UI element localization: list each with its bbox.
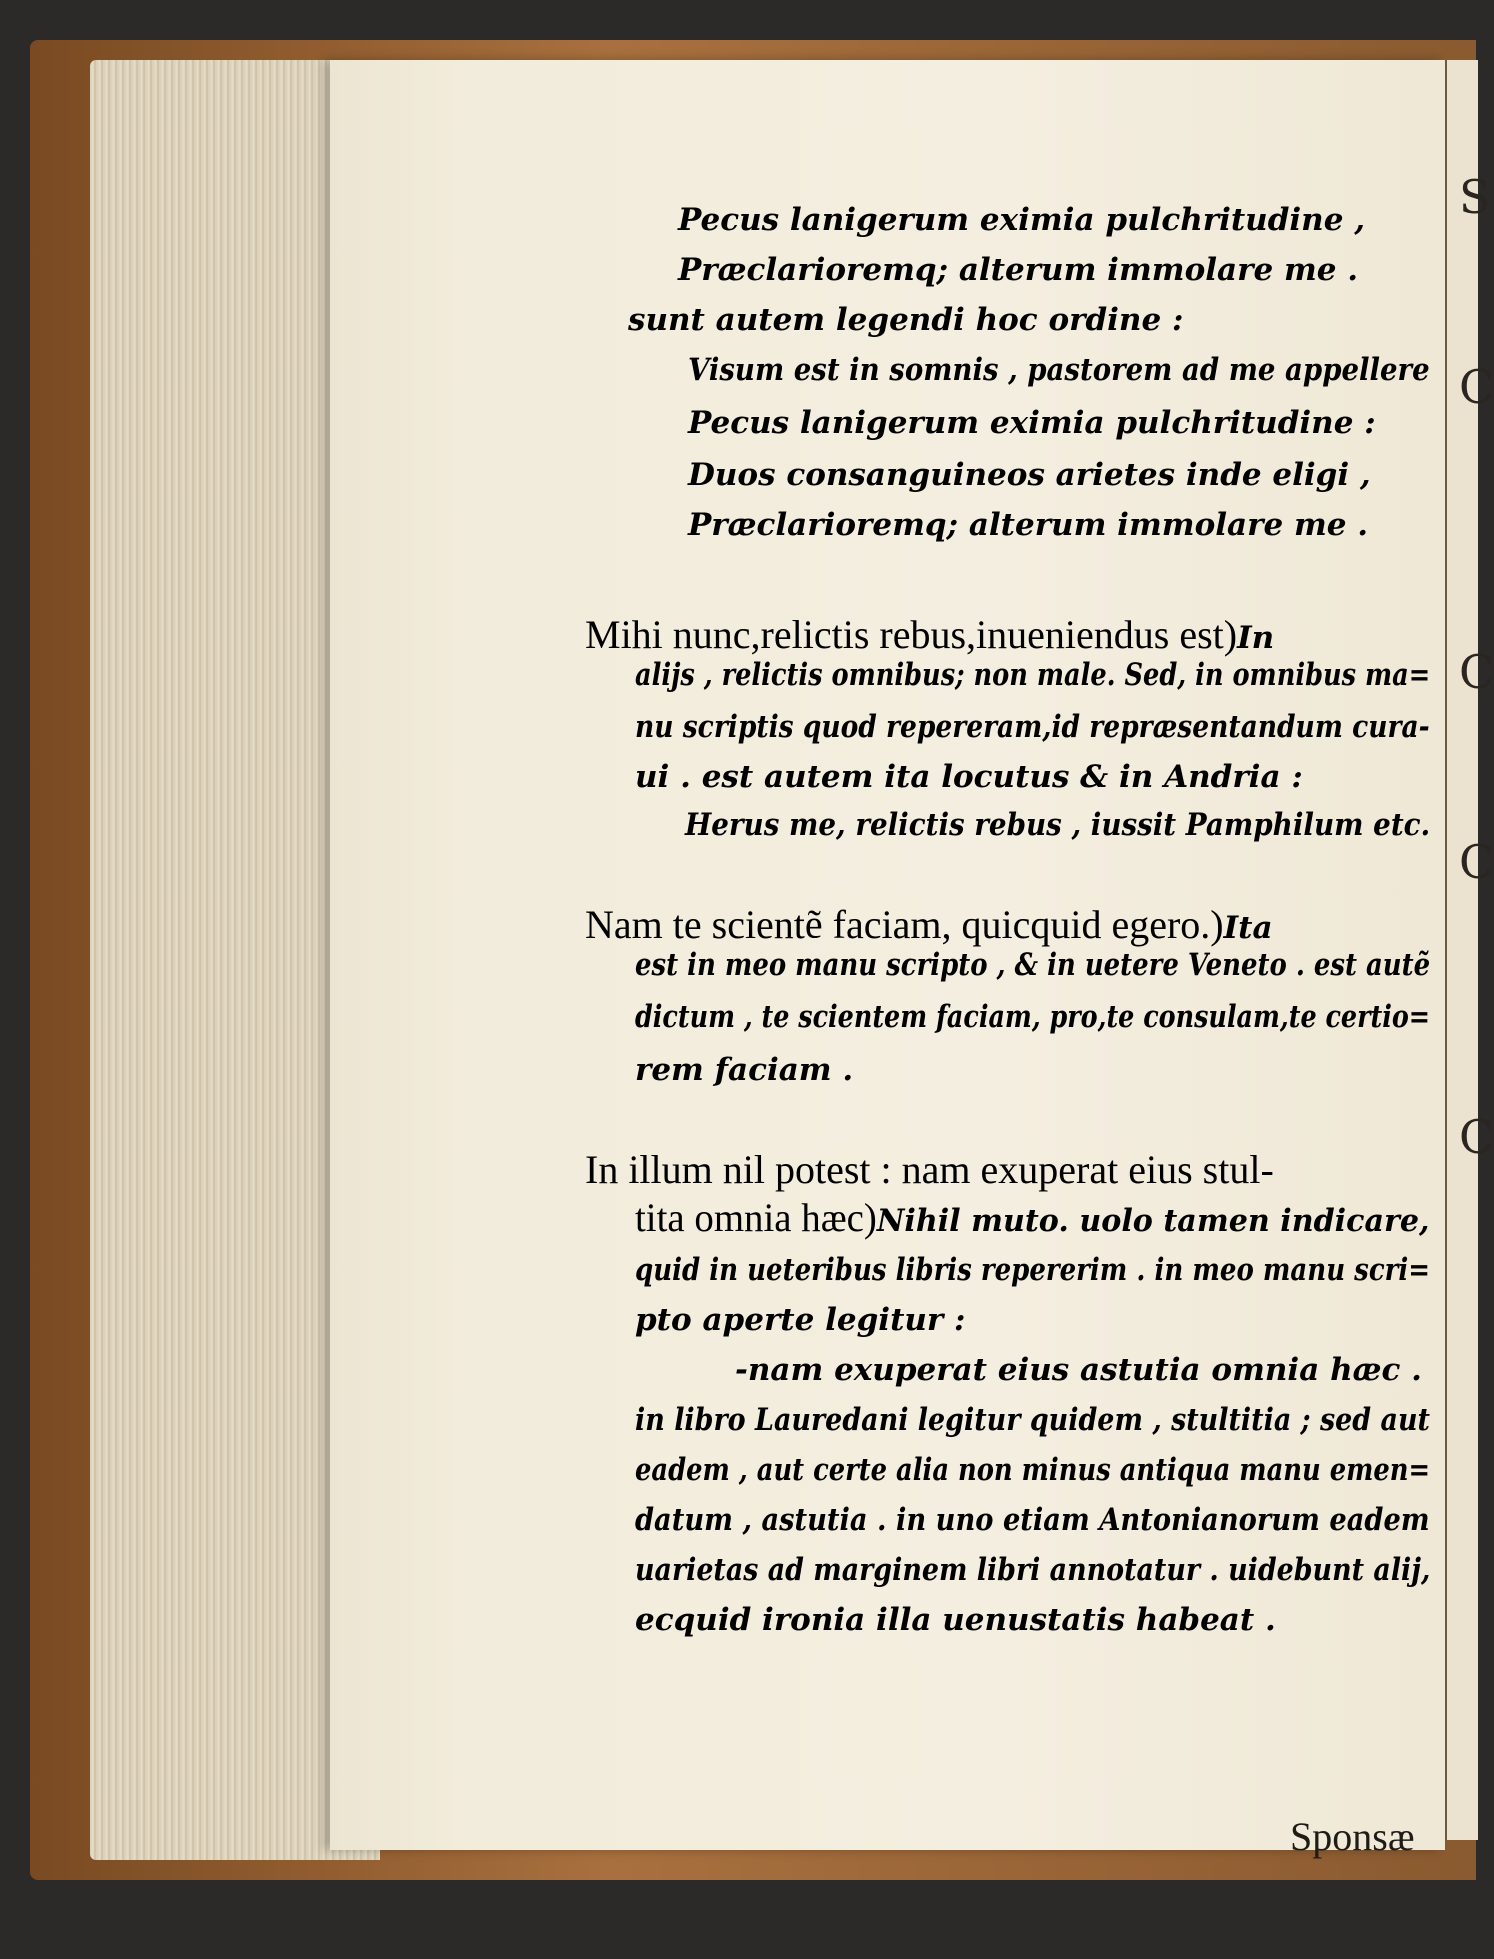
- lemma-line: [585, 902, 1273, 947]
- lemma: Mihi nunc,relictis rebus,inueniendus est): [585, 612, 1238, 657]
- adjacent-letter: C: [1459, 360, 1494, 414]
- catchword: Sponsæ: [1290, 1814, 1415, 1859]
- adjacent-letter: C: [1459, 1110, 1494, 1164]
- adjacent-letter: C: [1459, 835, 1494, 889]
- comment-line: rem faciam .: [635, 1052, 854, 1088]
- comment-line: est in meo manu scripto , & in uetere Veneto . est autẽ: [635, 947, 1431, 983]
- lemma: tita omnia hæc): [635, 1195, 877, 1240]
- lemma-line: In illum nil potest : nam exuperat eius stul-: [585, 1147, 1274, 1192]
- text-line: sunt autem legendi hoc ordine :: [628, 302, 1184, 338]
- quote-line: -nam exuperat eius astutia omnia hæc .: [735, 1352, 1422, 1388]
- comment-line: Herus me, relictis rebus , iussit Pamphilum etc.: [685, 807, 1431, 843]
- comment-line: uarietas ad marginem libri annotatur . uidebunt alij,: [635, 1552, 1431, 1588]
- adjacent-letter: C: [1459, 645, 1494, 699]
- adjacent-letter: S: [1459, 170, 1491, 224]
- comment-line: eadem , aut certe alia non minus antiqua manu emen=: [635, 1452, 1431, 1488]
- comment-start: Nihil muto. uolo tamen indicare,: [876, 1203, 1430, 1239]
- verse-line: Duos consanguineos arietes inde eligi ,: [688, 457, 1371, 493]
- adjacent-page-edge: [1445, 60, 1494, 1840]
- comment-line: ui . est autem ita locutus & in Andria :: [635, 759, 1303, 795]
- comment-line: nu scriptis quod repereram,id repræsentandum cura-: [635, 709, 1430, 745]
- comment-line: in libro Lauredani legitur quidem , stultitia ; sed aut: [635, 1402, 1430, 1438]
- comment-line: quid in ueteribus libris repererim . in meo manu scri=: [635, 1252, 1431, 1288]
- comment-start: In: [1237, 620, 1275, 656]
- comment-line: alijs , relictis omnibus; non male. Sed, in omnibus ma=: [635, 657, 1431, 693]
- lemma: Nam te scientẽ faciam, quicquid egero.): [585, 902, 1224, 947]
- comment-line: dictum , te scientem faciam, pro,te consulam,te certio=: [635, 999, 1431, 1035]
- comment-line: ecquid ironia illa uenustatis habeat .: [635, 1602, 1276, 1638]
- verse-line: Visum est in somnis , pastorem ad me appellere: [688, 352, 1430, 388]
- lemma-line: [585, 612, 1275, 657]
- verse-line: Pecus lanigerum eximia pulchritudine ,: [678, 202, 1366, 238]
- comment-line: datum , astutia . in uno etiam Antonianorum eadem: [635, 1502, 1430, 1538]
- comment-start: Ita: [1223, 910, 1273, 946]
- verse-line: Pecus lanigerum eximia pulchritudine :: [688, 405, 1376, 441]
- verse-line: Præclarioremq; alterum immolare me .: [678, 252, 1359, 288]
- comment-line: pto aperte legitur :: [635, 1302, 966, 1338]
- verse-line: Præclarioremq; alterum immolare me .: [688, 507, 1369, 543]
- lemma-line: [635, 1195, 1430, 1240]
